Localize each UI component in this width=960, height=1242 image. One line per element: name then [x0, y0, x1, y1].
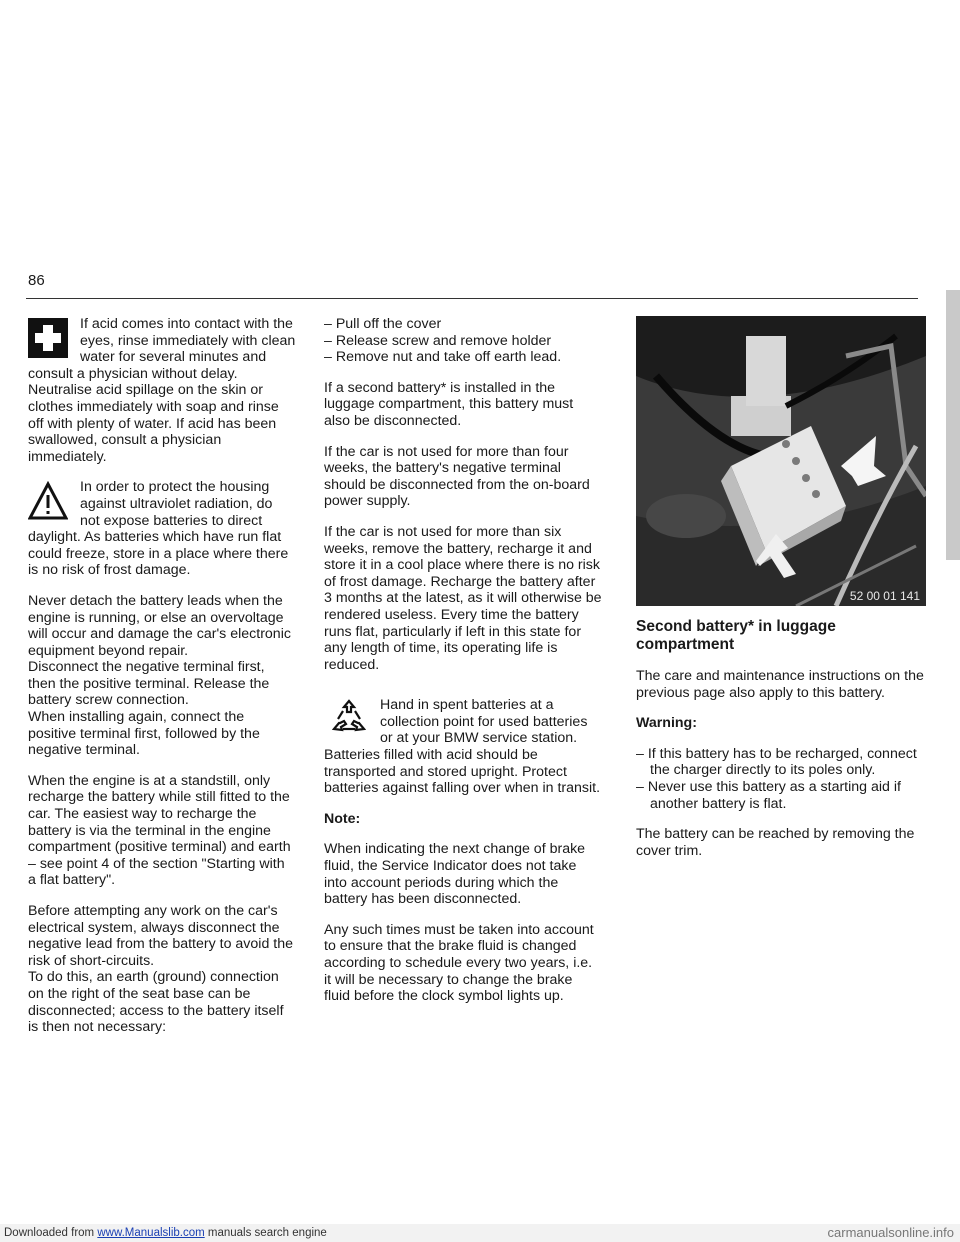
- column-right: [636, 316, 926, 873]
- warning-list: [636, 746, 926, 812]
- list-item: – Pull off the cover: [324, 316, 442, 332]
- acid-warning-text: If acid comes into contact with the eyes, rinse immediately with clean water for several minutes and consult a physician without delay. Neutralise acid spillage on the skin or clothes immediately with soap and rinse off with plenty of water. If acid has been swallowed, consult a physician immediately.: [28, 316, 296, 465]
- uv-caution-text: In order to protect the housing against ultraviolet radiation, do not expose batteries to direct daylight. As batteries which have run flat could freeze, store in a place where there is no risk of frost damage.: [28, 479, 289, 579]
- care-paragraph: The care and maintenance instructions on the previous page also apply to this battery.: [636, 668, 924, 701]
- footer-source: [4, 1224, 327, 1242]
- install-order-paragraph: When installing again, connect the positive terminal first, followed by the negative terminal.: [28, 709, 260, 759]
- recycling-text: Hand in spent batteries at a collection point for used batteries or at your BMW service station. Batteries filled with acid should be transported and stored upright. Protect batteries against falling over when in transit.: [324, 697, 601, 797]
- disconnect-steps-list: [324, 316, 602, 366]
- footer-suffix: manuals search engine: [204, 1227, 327, 1239]
- second-battery-paragraph: If a second battery* is installed in the luggage compartment, this battery must also be disconnected.: [324, 379, 574, 429]
- note-title: Note:: [324, 810, 361, 827]
- section-heading: Second battery* in luggage compartment: [636, 618, 836, 653]
- access-paragraph: The battery can be reached by removing the cover trim.: [636, 826, 915, 859]
- uv-caution-paragraph: [28, 479, 296, 579]
- recycling-icon: [332, 699, 366, 733]
- first-aid-cross-icon: [28, 318, 68, 358]
- list-item: – Never use this battery as a starting aid if another battery is flat.: [636, 778, 901, 812]
- header-rule: [26, 298, 918, 299]
- list-item: – Release screw and remove holder: [324, 332, 552, 349]
- column-middle: [324, 316, 602, 1019]
- list-item: – Remove nut and take off earth lead.: [324, 349, 562, 366]
- electrical-work-paragraph: Before attempting any work on the car's electrical system, always disconnect the negative lead from the battery to avoid the risk of short-circuits.: [28, 903, 293, 969]
- page-edge-tab: [946, 290, 960, 560]
- acid-warning-paragraph: [28, 316, 296, 465]
- battery-leads-paragraph: Never detach the battery leads when the engine is running, or else an overvoltage will occur and damage the car's electronic equipment beyond repair.: [28, 592, 291, 659]
- footer-watermark: carmanualsonline.info: [827, 1225, 954, 1240]
- warning-triangle-icon: [28, 481, 68, 521]
- footer-prefix: Downloaded from: [4, 1227, 98, 1239]
- page-number: 86: [28, 272, 45, 289]
- column-left: [28, 316, 296, 1050]
- four-weeks-paragraph: If the car is not used for more than four weeks, the battery's negative terminal should be disconnected from the on-board power supply.: [324, 443, 590, 510]
- manualslib-link[interactable]: www.Manualslib.com: [97, 1227, 205, 1239]
- recharge-paragraph: When the engine is at a standstill, only recharge the battery while still fitted to the car. The easiest way to recharge the battery is via the terminal in the engine compartment (positive terminal) and earth – see point 4 of the section "Starting with a flat battery".: [28, 772, 291, 889]
- note-paragraph: When indicating the next change of brake fluid, the Service Indicator does not take into account periods during which the battery has been disconnected.: [324, 841, 586, 908]
- warning-title: Warning:: [636, 715, 697, 732]
- brake-fluid-paragraph: Any such times must be taken into account to ensure that the brake fluid is changed according to schedule every two years, i.e. it will be necessary to change the brake fluid before the clock symbol lights up.: [324, 921, 594, 1005]
- luggage-battery-photo: [636, 316, 926, 606]
- download-footer: [0, 1224, 960, 1242]
- six-weeks-paragraph: If the car is not used for more than six weeks, remove the battery, recharge it and store it in a cool place where there is no risk of frost damage. Recharge the battery after 3 months at the latest, as it will otherwise be rendered useless. Every time the battery runs flat, particularly if left in this state for any length of time, its operating life is reduced.: [324, 523, 602, 673]
- earth-connection-paragraph: To do this, an earth (ground) connection on the right of the seat base can be disconnected; access to the battery itself is then not necessary:: [28, 969, 284, 1036]
- list-item: – If this battery has to be recharged, connect the charger directly to its poles only.: [636, 745, 917, 779]
- recycling-paragraph: [324, 697, 602, 797]
- disconnect-order-paragraph: Disconnect the negative terminal first, then the positive terminal. Release the battery screw connection.: [28, 659, 270, 709]
- photo-code: 52 00 01 141: [849, 589, 920, 603]
